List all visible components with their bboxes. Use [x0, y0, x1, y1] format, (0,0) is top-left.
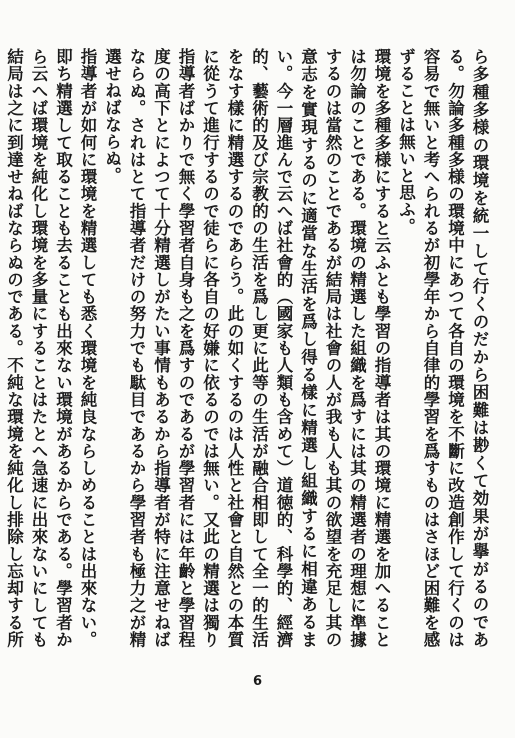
page-number: 6: [252, 674, 263, 689]
paragraph: 指導者が如何に環境を精選しても悉く環境を純良ならしめることは出來ない。即ち精選して取ることも去ることも出來ない環境があるからである。學習者から云へば環境を純化し環境を多量にすることはたとへ急速に出來ないにしても結局は之に到達せねばならぬのである。不純な環境を純化し排除し忘却する所: [4, 48, 97, 648]
paragraph: 環境を多種多様にすると云ふとも學習の指導者は其の環境に精選を加へることは勿論のことである。環境の精選した組織を爲すには其の精選者の理想に準據するのは當然のことであるが結局は社會の人が我も人も其の欲望を充足し其の意志を實現するのに適當な生活を爲し得る樣に精選し組織するに相違あるまい。今一層進んで云へば社會的（國家も人類も含めて）道徳的、科學的、經濟的、藝術的及び宗教的の生活を爲し更に此等の生活が融合相即して全一的生活をなす樣に精選するのであらう。此の如くするのは人性と社會と自然との本質に從うて進行するので徒らに各自の好嫌に依るのでは無い。又此の精選は獨り指導者ばかりで無く學習者自身も之を爲すのであるが學習者には年齡と學習程度の高下とによつて十分精選しがたい事情もあるから指導者が特に注意せねばならぬ。されはとて指導者だけの努力でも駄目であるから學習者も極力之が精選せねばならぬ。: [102, 48, 391, 649]
vertical-text-body: [0, 48, 491, 648]
paragraph: ら多種多様の環境を統一して行くのだから困難は尠くて効果が擧がるのである。勿論多種多様の環境中にあつて各自の環境を不斷に改造創作して行くのは容易で無いと考へられるが初學年から自律的學習を爲すものはさほど困難を感ずることは無いと思ふ。: [396, 48, 489, 649]
